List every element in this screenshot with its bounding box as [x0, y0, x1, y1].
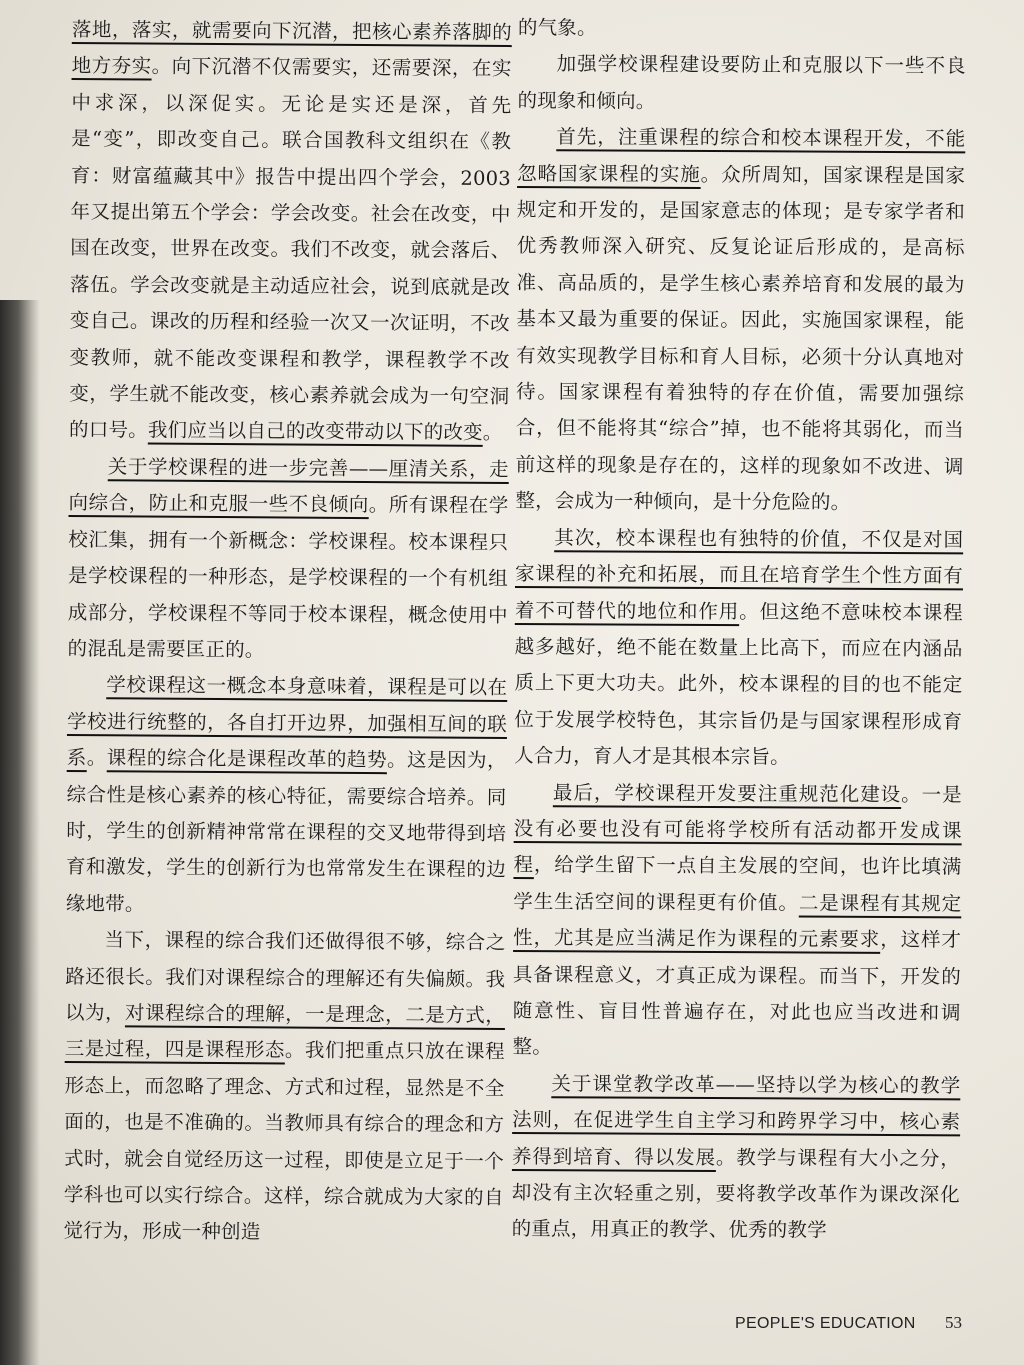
underlined-text: 对课程综合的理解，一是理念，二是方式，三是过程，四是课程形态	[64, 1001, 506, 1062]
right-column	[512, 10, 966, 1250]
underlined-text: 落地，落实，就需要向下沉潜，把核心素养落脚的地方夯实	[71, 17, 512, 78]
right-paragraph-0	[518, 10, 966, 49]
text-run: 。	[482, 421, 503, 445]
left-paragraph-3	[66, 667, 508, 925]
text-run: ，这样才具备课程意义，才真正成为课程。而当下，开发的随意性、盲目性普遍存在，对此也应当改进和调整。	[512, 928, 962, 1059]
text-run: 。教学与课程有大小之分，却没有主次轻重之别，要将教学改革作为课改深化的重点，用真正的教学、优秀的教学	[511, 1145, 961, 1243]
text-run: 加强学校课程建设要防止和克服以下一些不良的现象和倾向。	[517, 52, 966, 113]
right-paragraph-1	[517, 46, 965, 121]
right-paragraph-3	[514, 520, 963, 777]
underlined-text: 学校课程这一概念本身意味着，课程是可以在学校进行统整的，各自打开边界，加强相互间的联系	[66, 673, 508, 770]
page-edge-shadow	[0, 300, 40, 1365]
text-run: 。但这绝不意味校本课程越多越好，绝不能在数量上比高下，而应在内涵品质上下更大功夫。此外，校本课程的目的也不能定位于发展学校特色，其宗旨仍是与国家课程形成育人合力，育人才是其根本宗旨。	[514, 599, 963, 769]
text-run: 。众所周知，国家课程是国家规定和开发的，是国家意志的体现；是专家学者和优秀教师深入研究、反复论证后形成的，是高标准、高品质的，是学生核心素养培育和发展的最为基本又最为重要的保证。因此，实施国家课程，能有效实现教学目标和育人目标，必须十分认真地对待。国家课程有着独特的存在价值，需要加强综合，但不能将其“综合”掉，也不能将其弱化，而当前这样的现象是存在的，这样的现象如不改进、调整，会成为一种倾向，是十分危险的。	[515, 162, 966, 515]
journal-name: PEOPLE'S EDUCATION	[735, 1315, 916, 1332]
left-paragraph-4	[63, 922, 505, 1253]
underlined-text: 其次，校本课程也有独特的价值，不仅是对国家课程的补充和拓展，而且在培育学生个性方面有着不可替代的地位和作用	[514, 525, 964, 623]
underlined-text: 首先，注重课程的综合和校本课程开发，不能忽略国家课程的实施	[517, 125, 966, 186]
text-run: ，给学生留下一点自主发展的空间，也许比填满学生生活空间的课程更有价值。	[513, 853, 962, 915]
text-run: 。	[86, 746, 107, 770]
underlined-text: 关于课堂教学改革——坚持以学为核心的教学法则，在促进学生自主学习和跨界学习中，核心素养得到培育、得以发展	[511, 1071, 961, 1169]
text-run: 当下，课程的综合我们还做得很不够，综合之路还很长。我们对课程综合的理解还有失偏颇。我以为，	[64, 928, 506, 1025]
underlined-text: 关于学校课程的进一步完善——厘清关系，走向综合，防止和克服一些不良倾向	[68, 455, 509, 517]
text-run: 的气象。	[517, 15, 597, 40]
text-run: 。向下沉潜不仅需要实，还需要深，在实中求深，以深促实。无论是实还是深，首先是“变”，即改变自己。联合国教科文组织在《教育：财富蕴藏其中》报告中提出四个学会，2003年又提出第五个学会：学会改变。社会在改变，中国在改变，世界在改变。我们不改变，就会落后、落伍。学会改变就是主动适应社会，说到底就是改变自己。课改的历程和经验一次又一次证明，不改变教师，就不能改变课程和教学，课程教学不改变，学生就不能改变，核心素养就会成为一句空洞的口号。	[69, 54, 512, 443]
underlined-text: 我们应当以自己的改变带动以下的改变	[147, 419, 483, 445]
page-number: 53	[945, 1313, 962, 1332]
right-paragraph-2	[515, 119, 965, 522]
left-paragraph-2	[67, 449, 509, 671]
right-paragraph-4	[512, 775, 962, 1069]
underlined-text: 没有必要也没有可能将学校所有活动都开发成课程	[513, 816, 962, 877]
underlined-text: 二是课程有其规定性，尤其是应当满足作为课程的元素要求	[513, 891, 962, 952]
text-run: 。所有课程在学校汇集，拥有一个新概念：学校课程。校本课程只是学校课程的一种形态，是学校课程的一个有机组成部分，学校课程不等同于校本课程，概念使用中的混乱是需要匡正的。	[67, 493, 509, 662]
right-paragraph-5	[512, 1066, 961, 1250]
left-column	[63, 12, 512, 1253]
underlined-text: 课程的综合化是课程改革的趋势	[106, 746, 388, 772]
text-run: 。我们把重点只放在课程形态上，而忽略了理念、方式和过程，显然是不全面的，也是不准确的。当教师具有综合的理念和方式时，就会自觉经历这一过程，即使是立足于一个学科也可以实行综合。这样，综合就成为大家的自觉行为，形成一种创造	[63, 1038, 505, 1244]
text-run: 。一是	[901, 782, 962, 806]
left-paragraph-1	[69, 12, 512, 452]
text-run: 。这是因为，综合性是核心素养的核心特征，需要综合培养。同时，学生的创新精神常常在课程的交叉地带得到培育和激发，学生的创新行为也常常发生在课程的边缘地带。	[65, 748, 507, 916]
underlined-text: 最后，学校课程开发要注重规范化建设	[552, 780, 902, 806]
